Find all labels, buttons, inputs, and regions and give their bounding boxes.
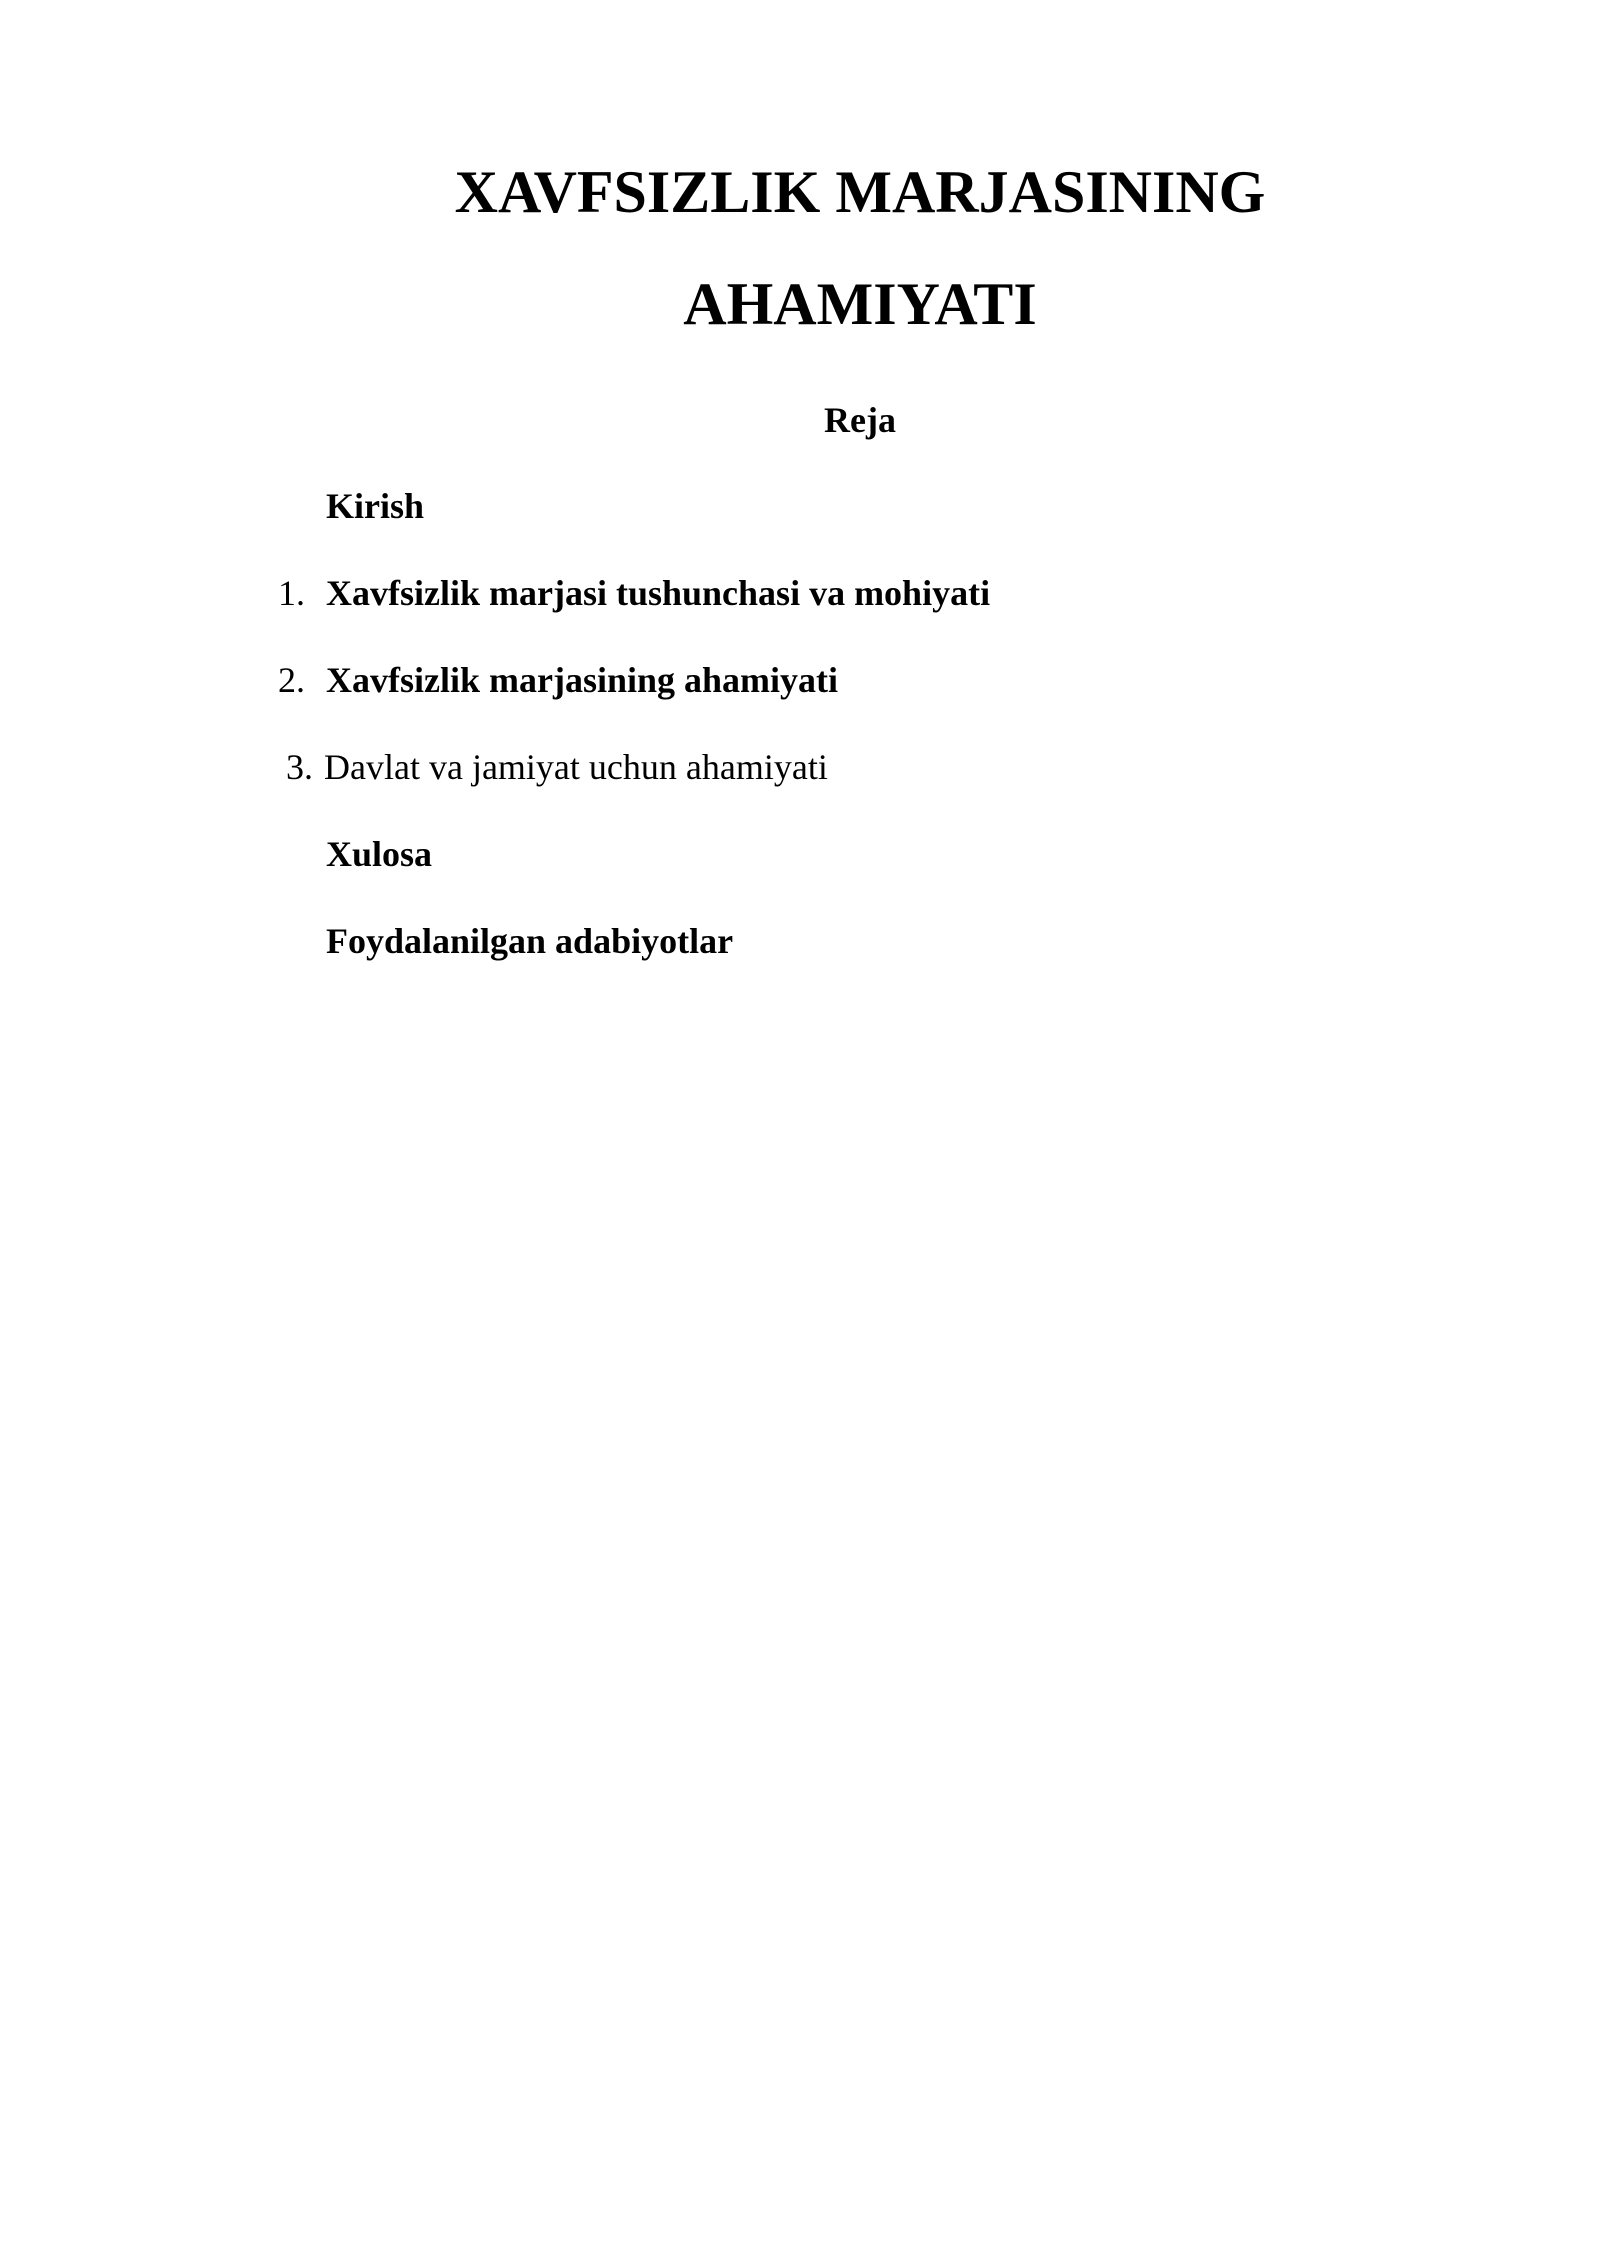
plan-item-text: Kirish [326,486,425,526]
document-title-line-2: AHAMIYATI [683,271,1037,337]
plan-item-number: 1. [278,573,305,613]
plan-heading: Reja [824,400,896,440]
plan-item-text: Xavfsizlik marjasining ahamiyati [326,660,839,700]
plan-item-text: Davlat va jamiyat uchun ahamiyati [324,747,828,787]
plan-item-text: Foydalanilgan adabiyotlar [326,921,734,961]
plan-item-text: Xulosa [326,834,433,874]
plan-item-text: Xavfsizlik marjasi tushunchasi va mohiyati [326,573,991,613]
plan-item-number: 3. [286,747,313,787]
plan-item-number: 2. [278,660,305,700]
document-title-line-1: XAVFSIZLIK MARJASINING [454,159,1266,225]
